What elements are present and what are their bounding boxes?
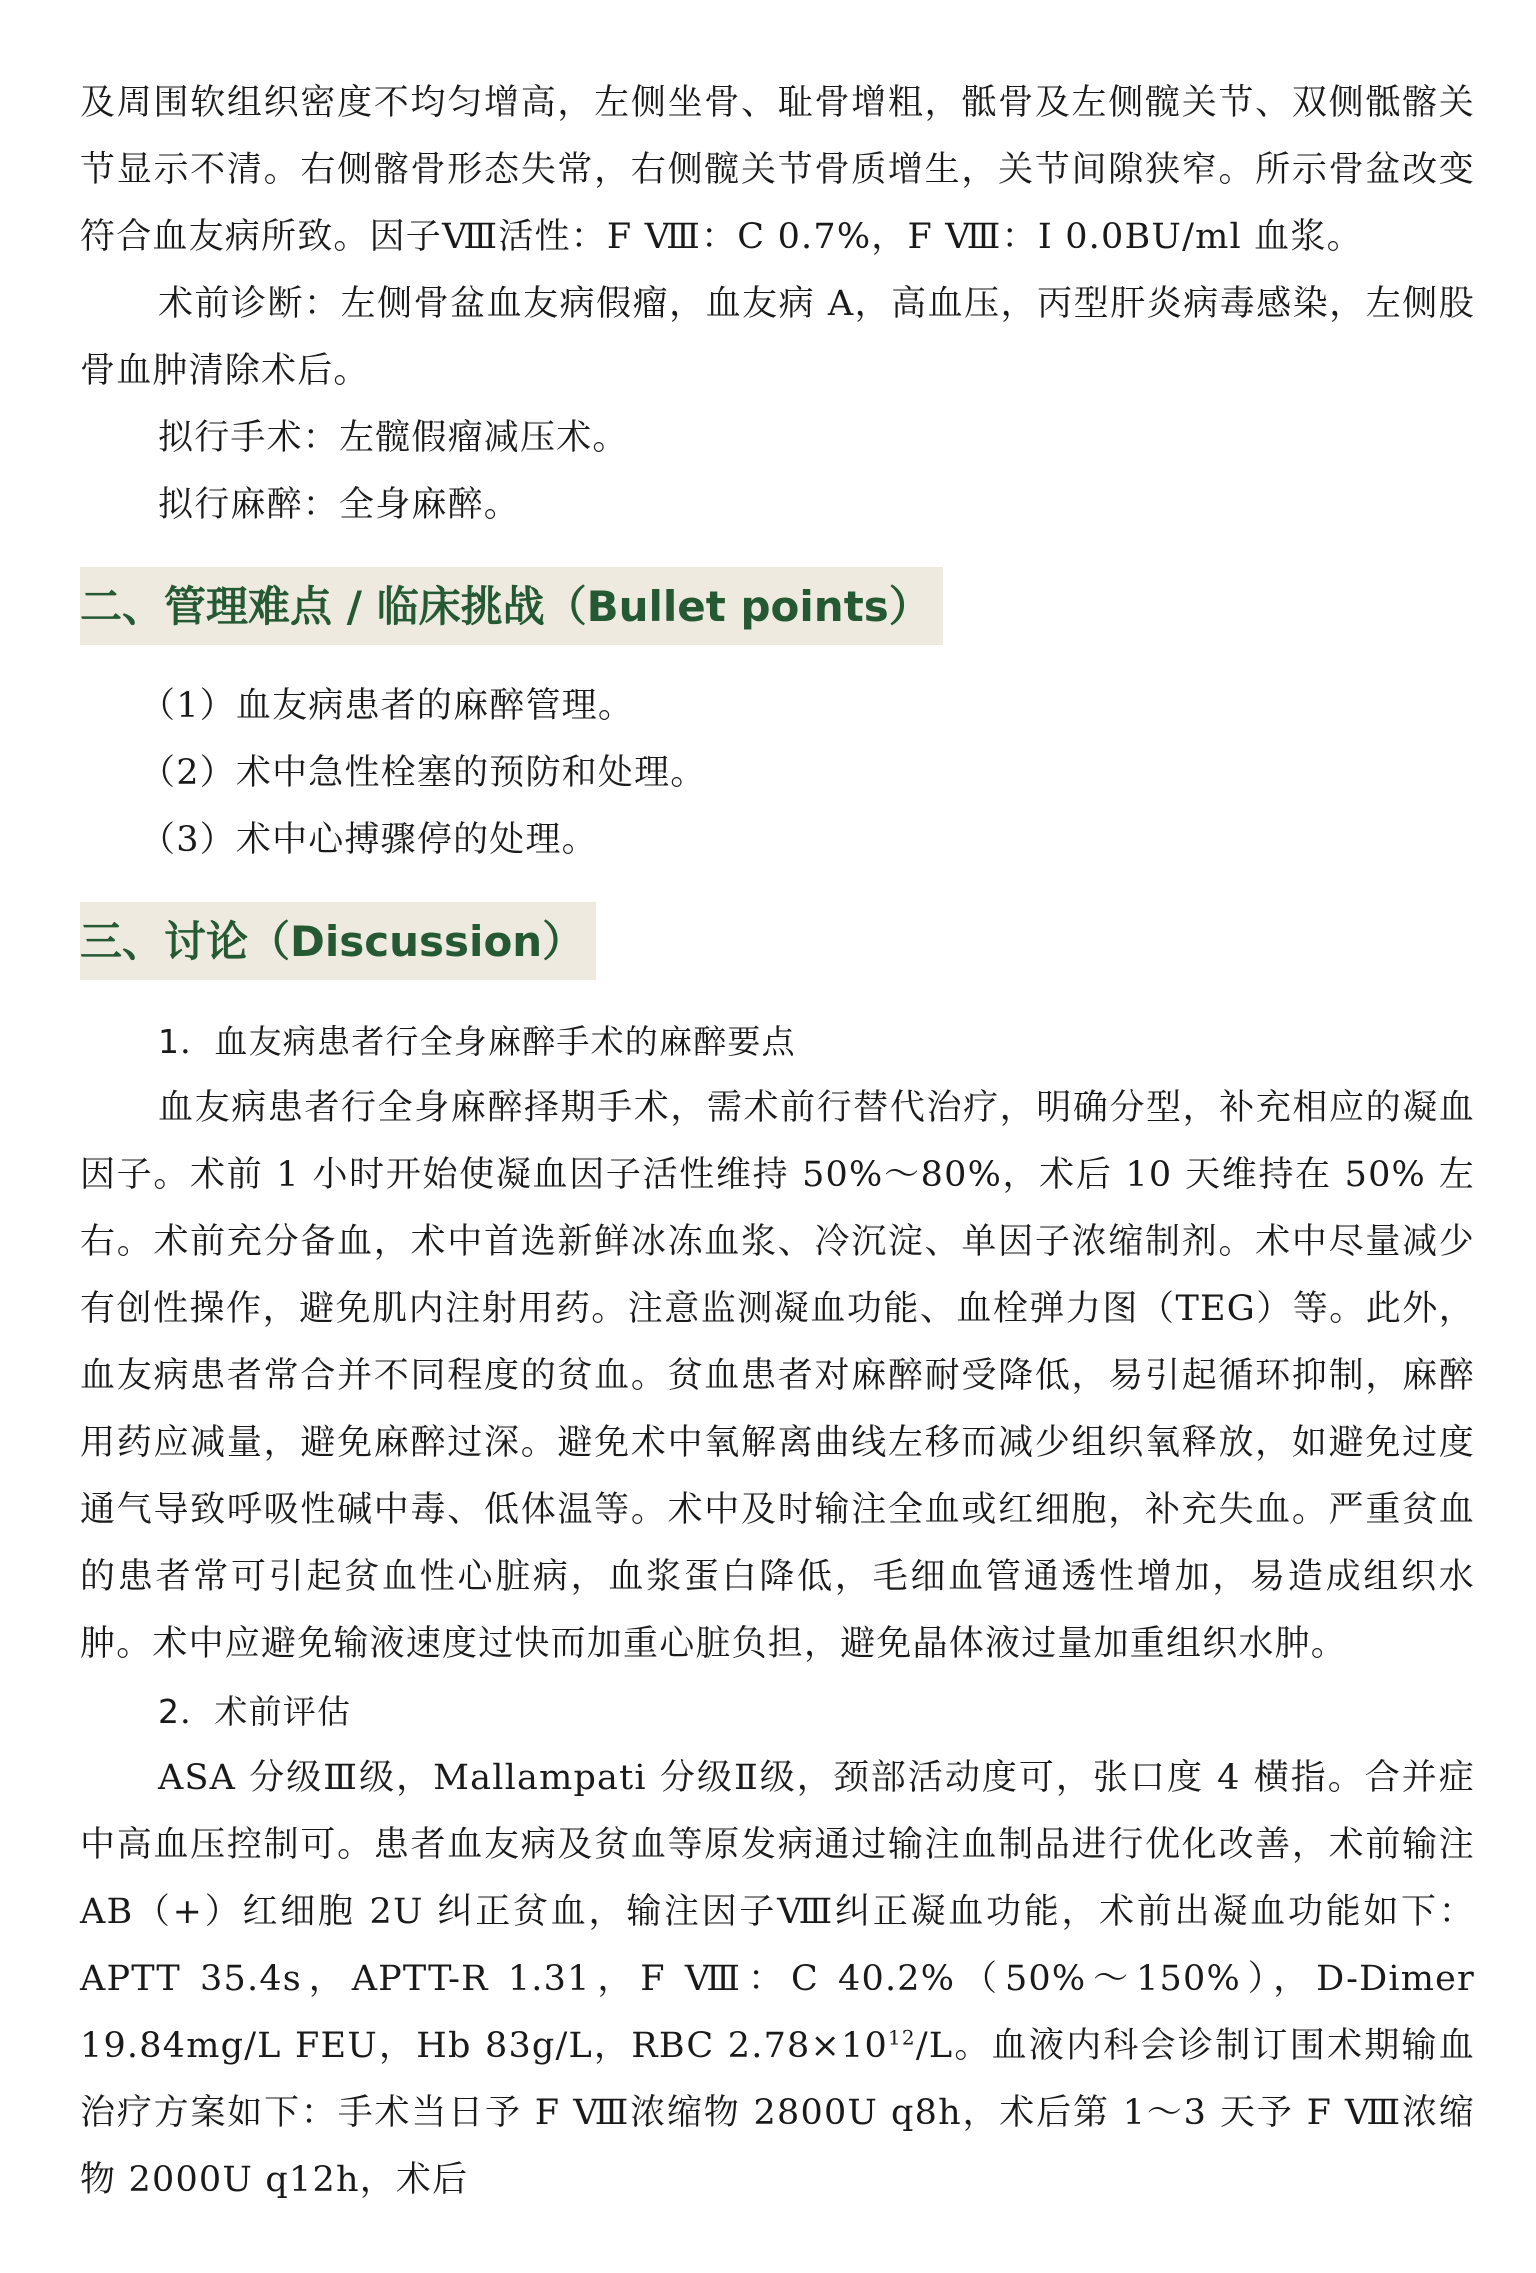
planned-anesthesia: 拟行麻醉：全身麻醉。 [158, 485, 521, 525]
section-3-heading: 三、讨论（Discussion） [80, 902, 596, 980]
section-2-heading-wrap [80, 567, 1475, 645]
preop-evaluation-paragraph [80, 1745, 1475, 2214]
planned-surgery: 拟行手术：左髋假瘤减压术。 [158, 418, 629, 458]
discussion-paragraph-1: 血友病患者行全身麻醉择期手术，需术前行替代治疗，明确分型，补充相应的凝血因子。术前 1 小时开始使凝血因子活性维持 50%～80%，术后 10 天维持在 50% 左右。术前充分备血，术中首选新鲜冰冻血浆、冷沉淀、单因子浓缩制剂。术中尽量减少有创性操作，避免肌内注射用药。注意监测凝血功能、血栓弹力图（TEG）等。此外，血友病患者常合并不同程度的贫血。贫血患者对麻醉耐受降低，易引起循环抑制，麻醉用药应减量，避免麻醉过深。避免术中氧解离曲线左移而减少组织氧释放，如避免过度通气导致呼吸性碱中毒、低体温等。术中及时输注全血或红细胞，补充失血。严重贫血的患者常可引起贫血性心脏病，血浆蛋白降低，毛细血管通透性增加，易造成组织水肿。术中应避免输液速度过快而加重心脏负担，避免晶体液过量加重组织水肿。 [80, 1088, 1475, 1664]
section-3-heading-wrap [80, 902, 1475, 980]
document-page [80, 70, 1475, 2214]
subheading-preop-evaluation: 2．术前评估 [158, 1692, 352, 1731]
preop-diagnosis: 术前诊断：左侧骨盆血友病假瘤，血友病 A，高血压，丙型肝炎病毒感染，左侧股骨血肿清除术后。 [80, 284, 1475, 391]
section-2-heading: 二、管理难点 / 临床挑战（Bullet points） [80, 567, 943, 645]
bullet-item-2: （2）术中急性栓塞的预防和处理。 [140, 753, 707, 793]
subheading-anesthesia-points: 1．血友病患者行全身麻醉手术的麻醉要点 [158, 1022, 796, 1061]
bullet-item-3: （3）术中心搏骤停的处理。 [140, 820, 598, 860]
preop-text-part-1: ASA 分级Ⅲ级，Mallampati 分级Ⅱ级，颈部活动度可，张口度 4 横指。合并症中高血压控制可。患者血友病及贫血等原发病通过输注血制品进行优化改善，术前输注 AB（+）红细胞 2U 纠正贫血，输注因子Ⅷ纠正凝血功能，术前出凝血功能如下：APTT 35.4s，APTT-R 1.31，F Ⅷ：C 40.2%（50%～150%），D-Dimer 19.84mg/L FEU，Hb 83g/L，RBC 2.78×10 [80, 1758, 1475, 2066]
intro-paragraph-1: 及周围软组织密度不均匀增高，左侧坐骨、耻骨增粗，骶骨及左侧髋关节、双侧骶髂关节显示不清。右侧髂骨形态失常，右侧髋关节骨质增生，关节间隙狭窄。所示骨盆改变符合血友病所致。因子Ⅷ活性：F Ⅷ：C 0.7%，F Ⅷ：I 0.0BU/ml 血浆。 [80, 83, 1475, 257]
bullet-item-1: （1）血友病患者的麻醉管理。 [140, 686, 635, 726]
preop-text-part-2: /L。血液内科会诊制订围术期输血治疗方案如下：手术当日予 F Ⅷ浓缩物 2800U q8h，术后第 1～3 天予 F Ⅷ浓缩物 2000U q12h，术后 [80, 2026, 1475, 2200]
exponent-superscript: 12 [887, 2025, 916, 2050]
